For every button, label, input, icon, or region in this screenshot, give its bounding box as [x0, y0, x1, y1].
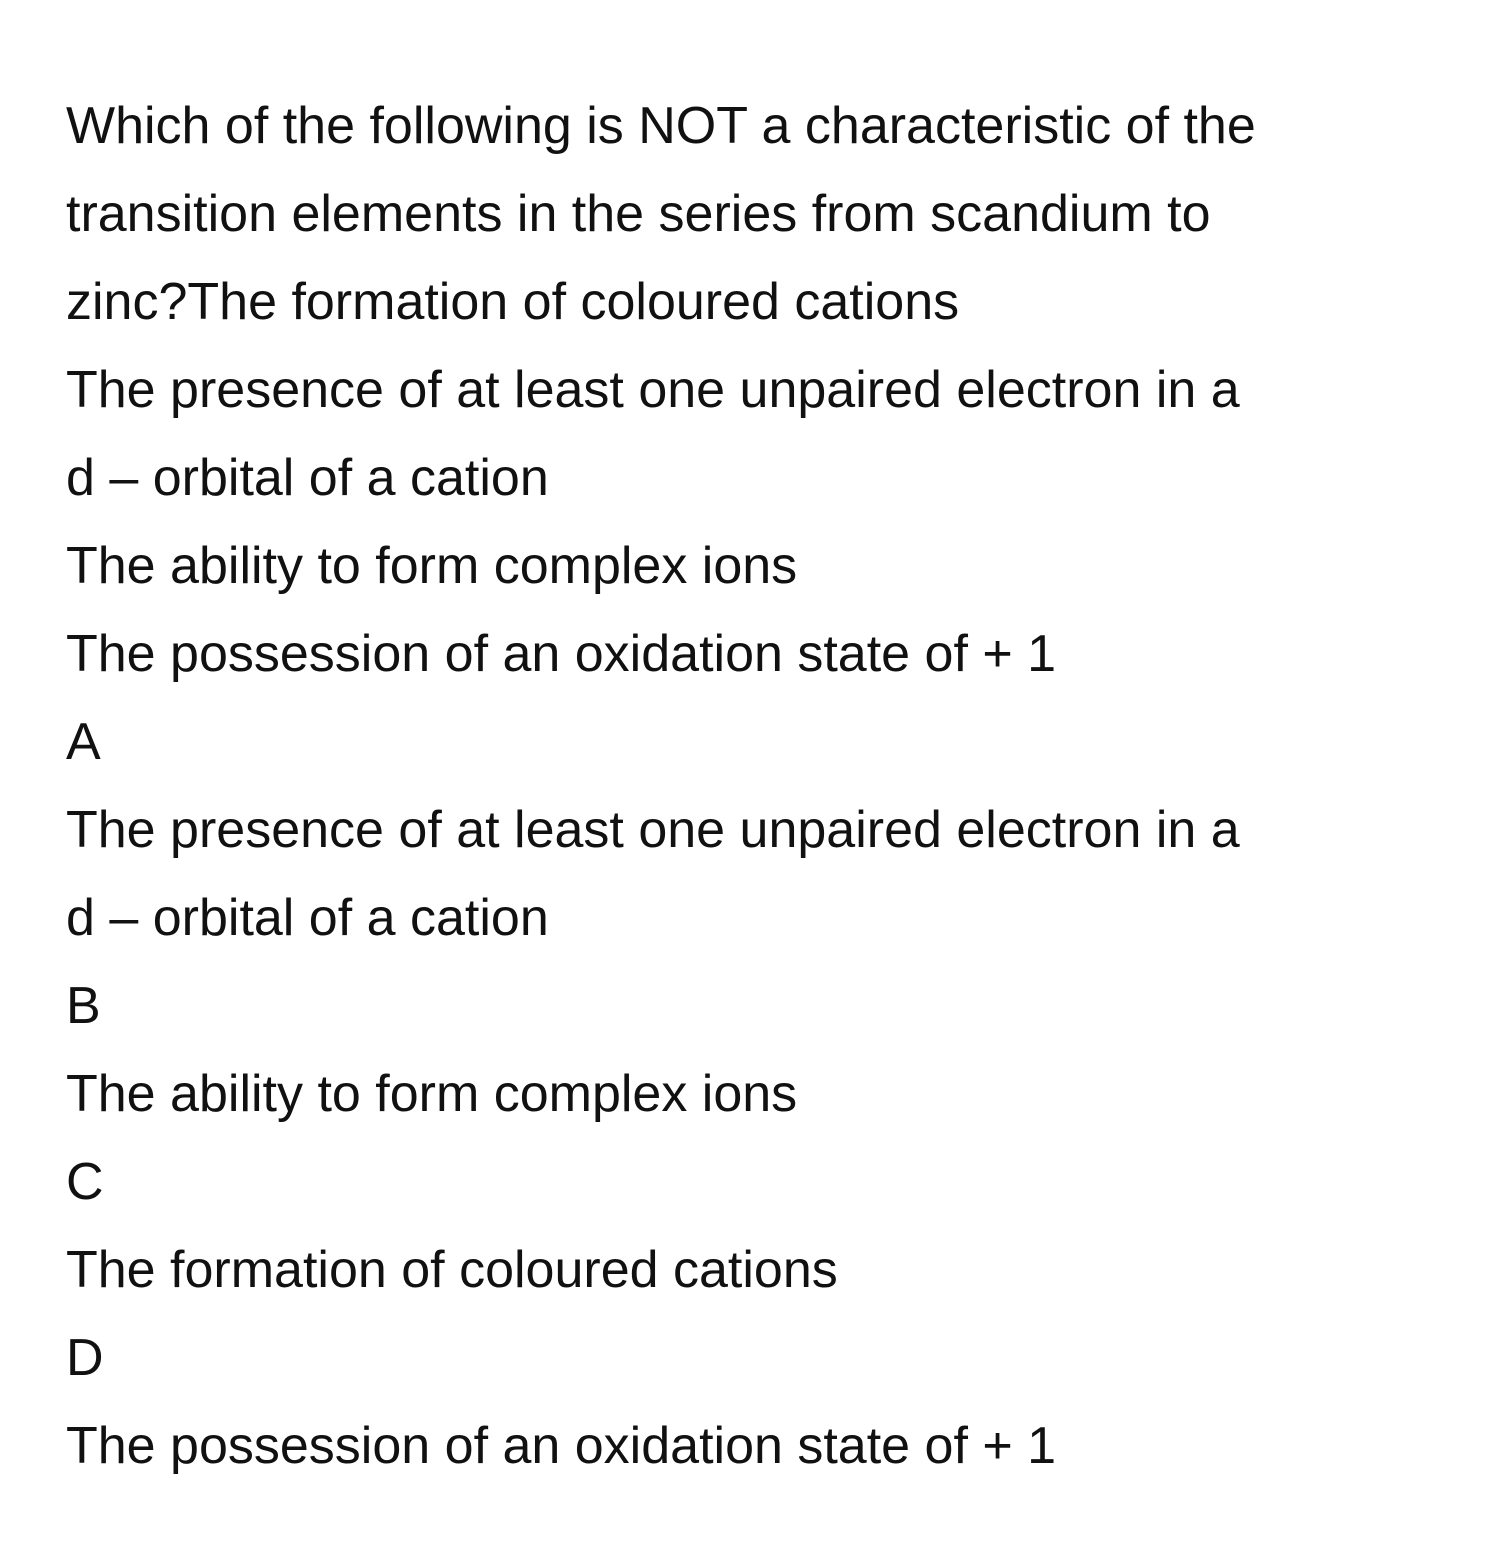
- choice-d[interactable]: [66, 1314, 1456, 1490]
- listed-option-1-line: The presence of at least one unpaired electron in a: [66, 361, 1240, 419]
- choice-c[interactable]: [66, 1138, 1456, 1314]
- listed-option-3: The possession of an oxidation state of + 1: [66, 625, 1057, 683]
- listed-options: [66, 346, 1456, 698]
- question-text: [66, 82, 1456, 346]
- choice-a[interactable]: [66, 698, 1456, 962]
- listed-option-2: The ability to form complex ions: [66, 537, 798, 595]
- choice-letter: B: [66, 977, 101, 1035]
- choice-text: The possession of an oxidation state of + 1: [66, 1417, 1057, 1475]
- answer-choices: [66, 698, 1456, 1490]
- listed-option-1-line: d – orbital of a cation: [66, 449, 549, 507]
- question-line: transition elements in the series from scandium to: [66, 185, 1211, 243]
- choice-letter: C: [66, 1153, 104, 1211]
- question-line: zinc?The formation of coloured cations: [66, 273, 960, 331]
- choice-text: The presence of at least one unpaired electron in a: [66, 801, 1240, 859]
- choice-b[interactable]: [66, 962, 1456, 1138]
- choice-text: The ability to form complex ions: [66, 1065, 798, 1123]
- question-document: [66, 82, 1456, 1490]
- choice-text: d – orbital of a cation: [66, 889, 549, 947]
- choice-letter: A: [66, 713, 101, 771]
- choice-text: The formation of coloured cations: [66, 1241, 838, 1299]
- choice-letter: D: [66, 1329, 104, 1387]
- question-line: Which of the following is NOT a characteristic of the: [66, 97, 1256, 155]
